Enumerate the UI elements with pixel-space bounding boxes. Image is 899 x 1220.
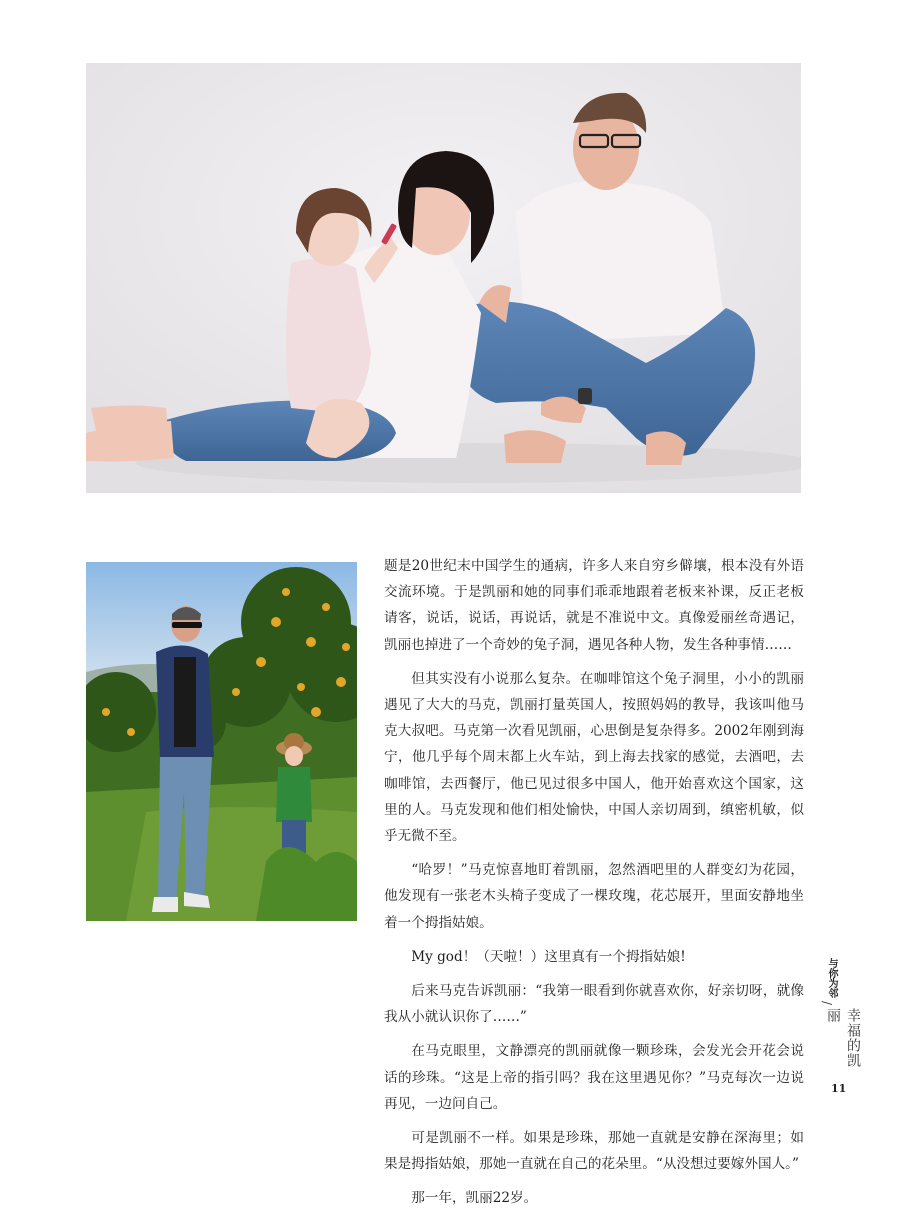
paragraph: 后来马克告诉凯丽：“我第一眼看到你就喜欢你，好亲切呀，就像我从小就认识你了……” [384,983,804,1026]
family-studio-photo [86,63,801,493]
paragraph: “哈罗！”马克惊喜地盯着凯丽，忽然酒吧里的人群变幻为花园，他发现有一张老木头椅子变成了一棵玫瑰，花芯展开，里面安静地坐着一个拇指姑娘。 [384,862,804,931]
orchard-illustration [86,562,357,921]
paragraph: 可是凯丽不一样。如果是珍珠，那她一直就是安静在深海里；如果是拇指姑娘，那她一直就在自己的花朵里。“从没想过要嫁外国人。” [384,1130,804,1173]
paragraph: 但其实没有小说那么复杂。在咖啡馆这个兔子洞里，小小的凯丽遇见了大大的马克，凯丽打量英国人，按照妈妈的教导，我该叫他马克大叔吧。马克第一次看见凯丽，心思倒是复杂得多。2002年刚到海宁，他几乎每个周末都上火车站，到上海去找家的感觉，去酒吧，去咖啡馆，去西餐厅，他已见过很多中国人，他开始喜欢这个国家，这里的人。马克发现和他们相处愉快，中国人亲切周到，缜密机敏，似乎无微不至。 [384,670,804,845]
family-photo-illustration [86,63,801,493]
article-body [384,553,804,1220]
orchard-photo [86,562,357,921]
paragraph: My god！（天啦！）这里真有一个拇指姑娘! [411,948,686,965]
paragraph-continuation: 题是20世纪末中国学生的通病，许多人来自穷乡僻壤，根本没有外语交流环境。于是凯丽和她的同事们乖乖地跟着老板来补课，反正老板请客，说话，说话，再说话，就是不准说中文。真像爱丽丝奇遇记，凯丽也掉进了一个奇妙的兔子洞，遇见各种人物，发生各种事情…… [384,558,804,653]
section-name: 与你为邻 [826,958,837,998]
paragraph: 在马克眼里，文静漂亮的凯丽就像一颗珍珠，会发光会开花会说话的珍珠。“这是上帝的指引吗？我在这里遇见你？”马克每次一边说再见，一边问自己。 [384,1043,804,1112]
section-side-label [820,958,861,1070]
article-title: 幸福的凯丽 [825,1008,861,1068]
page-number: 11 [831,1082,847,1095]
paragraph: 那一年，凯丽22岁。 [411,1190,538,1207]
section-divider: / [820,1000,835,1006]
